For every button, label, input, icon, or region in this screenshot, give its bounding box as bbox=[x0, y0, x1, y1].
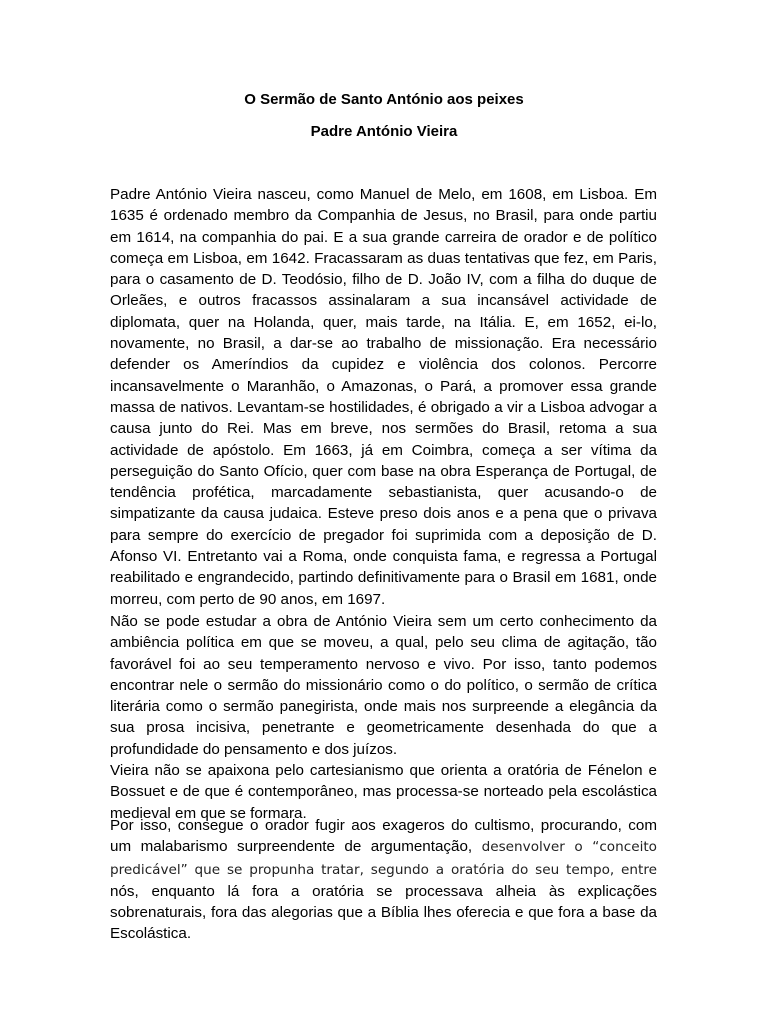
document-author: Padre António Vieira bbox=[310, 123, 458, 140]
paragraph-oratory bbox=[110, 815, 657, 945]
paragraph-biography: Padre António Vieira nasceu, como Manuel de Melo, em 1608, em Lisboa. Em 1635 é ordenado membro da Companhia de Jesus, no Brasil, para onde partiu em 1614, na companhia do pai. E a sua grande carreira de orador e de político começa em Lisboa, em 1642. Fracassaram as duas tentativas que fez, em Paris, para o casamento de D. Teodósio, filho de D. João IV, com a filha do duque de Orleães, e outros fracassos assinalaram a sua incansável actividade de diplomata, quer na Holanda, quer, mais tarde, na Itália. E, em 1652, ei-lo, novamente, no Brasil, a dar-se ao trabalho de missionação. Era necessário defender os Ameríndios da cupidez e violência dos colonos. Percorre incansavelmente o Maranhão, o Amazonas, o Pará, a promover essa grande massa de nativos. Levantam-se hostilidades, é obrigado a vir a Lisboa advogar a causa junto do Rei. Mas em breve, nos sermões do Brasil, retoma a sua actividade de apóstolo. Em 1663, já em Coimbra, começa a ser vítima da perseguição do Santo Ofício, quer com base na obra Esperança de Portugal, de tendência profética, marcadamente sebastianista, quer acusando-o de simpatizante da causa judaica. Esteve preso dois anos e a pena que o privava para sempre do exercício de pregador foi suprimida com a deposição de D. Afonso VI. Entretanto vai a Roma, onde conquista fama, e regressa a Portugal reabilitado e engrandecido, partindo definitivamente para o Brasil em 1681, onde morreu, com perto de 90 anos, em 1697. bbox=[110, 186, 657, 608]
paragraph-scholasticism: Vieira não se apaixona pelo cartesianismo que orienta a oratória de Fénelon e Bossuet e de que é contemporâneo, mas processa-se norteado pela escolástica medieval em que se formara. bbox=[110, 762, 657, 822]
document-title: O Sermão de Santo António aos peixes bbox=[244, 91, 524, 108]
paragraph-oratory-part1: Por isso, consegue o orador fugir aos exageros do cultismo, procurando, com um malabarismo surpreendente de argumentação, bbox=[110, 817, 657, 856]
paragraph-oratory-part2: desenvolver o “conceito predicável” que se propunha tratar, segundo a oratória do seu tempo, entre bbox=[110, 839, 657, 878]
paragraph-political-context: Não se pode estudar a obra de António Vieira sem um certo conhecimento da ambiência política em que se moveu, a qual, pelo seu clima de agitação, tão favorável foi ao seu temperamento nervoso e vivo. Por isso, tanto podemos encontrar nele o sermão do missionário como o do político, o sermão de crítica literária como o sermão panegirista, onde mais nos surpreende a elegância da sua prosa incisiva, penetrante e geometricamente desenhada do que a profundidade do pensamento e dos juízos. bbox=[110, 613, 657, 758]
paragraph-oratory-part3: nós, enquanto lá fora a oratória se processava alheia às explicações sobrenaturais, fora das alegorias que a Bíblia lhes oferecia e que fora a base da Escolástica. bbox=[110, 882, 657, 943]
